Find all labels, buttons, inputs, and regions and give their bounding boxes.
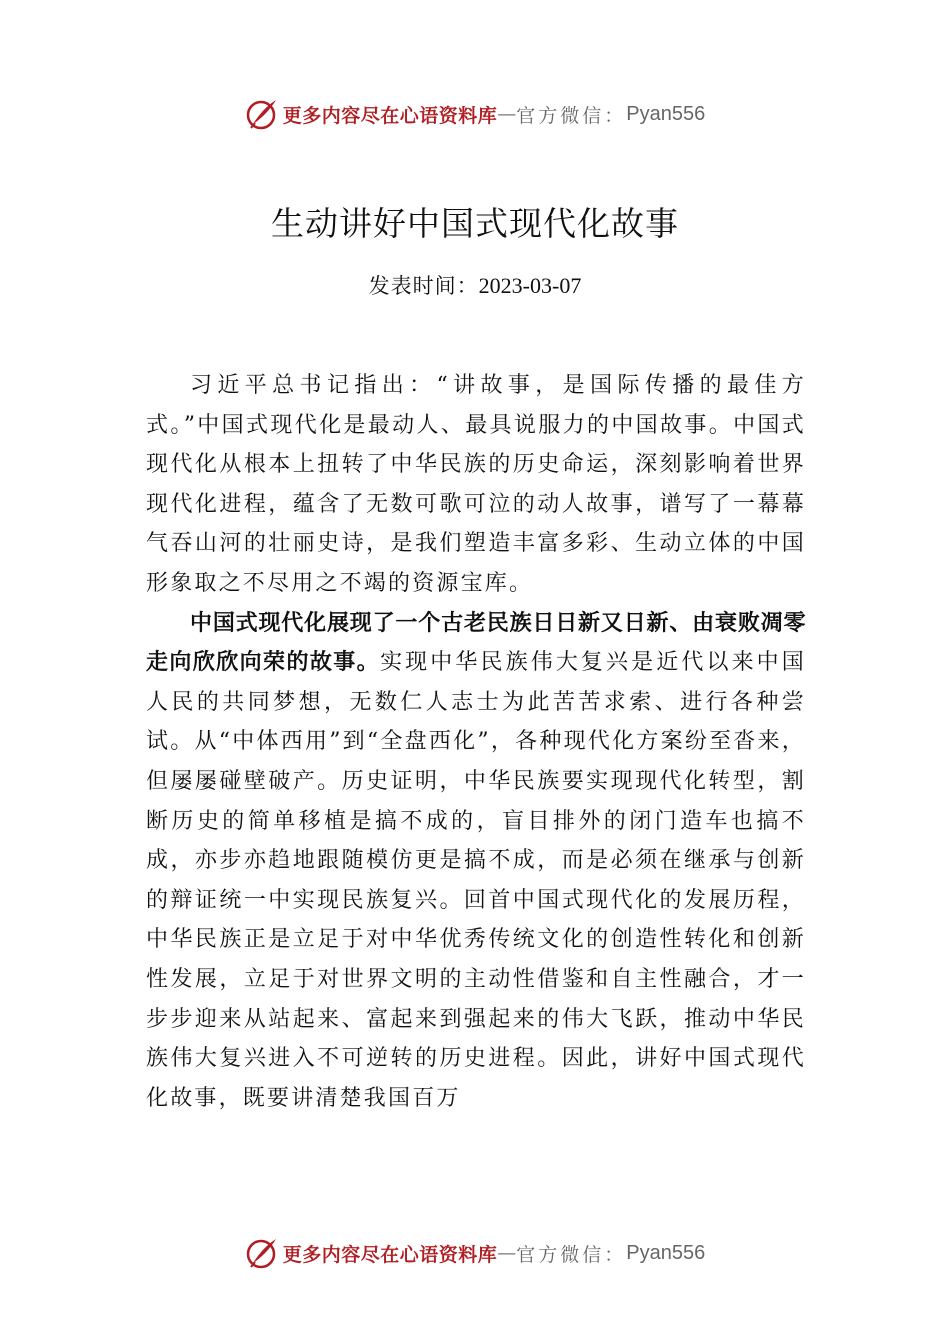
date-value: 2023-03-07 (478, 273, 582, 298)
paragraph-2 (146, 604, 806, 1119)
banner-wechat-label: 官方微信： (516, 1243, 627, 1266)
banner-text: 更多内容尽在心语资料库 (282, 1243, 498, 1266)
date-label: 发表时间： (368, 274, 479, 298)
publish-date (0, 270, 950, 300)
paragraph-1: 习近平总书记指出：“讲故事，是国际传播的最佳方式。”中国式现代化是最动人、最具说服力的中国故事。中国式现代化从根本上扭转了中华民族的历史命运，深刻影响着世界现代化进程，蕴含了无数可歌可泣的动人故事，谱写了一幕幕气吞山河的壮丽史诗，是我们塑造丰富多彩、生动立体的中国形象取之不尽用之不竭的资源宝库。 (146, 373, 806, 596)
quill-logo-icon (245, 97, 279, 131)
article-title: 生动讲好中国式现代化故事 (271, 204, 679, 243)
paragraph-2-body: 实现中华民族伟大复兴是近代以来中国人民的共同梦想，无数仁人志士为此苦苦求索、进行各种尝试。从“中体西用”到“全盘西化”，各种现代化方案纷至沓来，但屡屡碰壁破产。历史证明，中华民族要实现现代化转型，割断历史的简单移植是搞不成的，盲目排外的闭门造车也搞不成，亦步亦趋地跟随模仿更是搞不成，而是必须在继承与创新的辩证统一中实现民族复兴。回首中国式现代化的发展历程，中华民族正是立足于对中华优秀传统文化的创造性转化和创新性发展，立足于对世界文明的主动性借鉴和自主性融合，才一步步迎来从站起来、富起来到强起来的伟大飞跃，推动中华民族伟大复兴进入不可逆转的历史进程。因此，讲好中国式现代化故事，既要讲清楚我国百万 (146, 650, 806, 1111)
footer-banner (0, 1233, 950, 1273)
banner-wechat-id: Pyan556 (626, 102, 706, 125)
header-banner (0, 94, 950, 134)
article-body (146, 366, 806, 1118)
paragraph-2-lead: 中国式现代化展现了一个古老民族日日新又日新、由衰败凋零走向欣欣向荣的故事。 (146, 610, 806, 676)
banner-dash: — (497, 103, 517, 125)
banner-wechat-label: 官方微信： (516, 104, 627, 127)
banner-text: 更多内容尽在心语资料库 (282, 104, 498, 127)
banner-wechat-id: Pyan556 (626, 1241, 706, 1264)
quill-logo-icon (245, 1236, 279, 1270)
banner-dash: — (497, 1242, 517, 1264)
